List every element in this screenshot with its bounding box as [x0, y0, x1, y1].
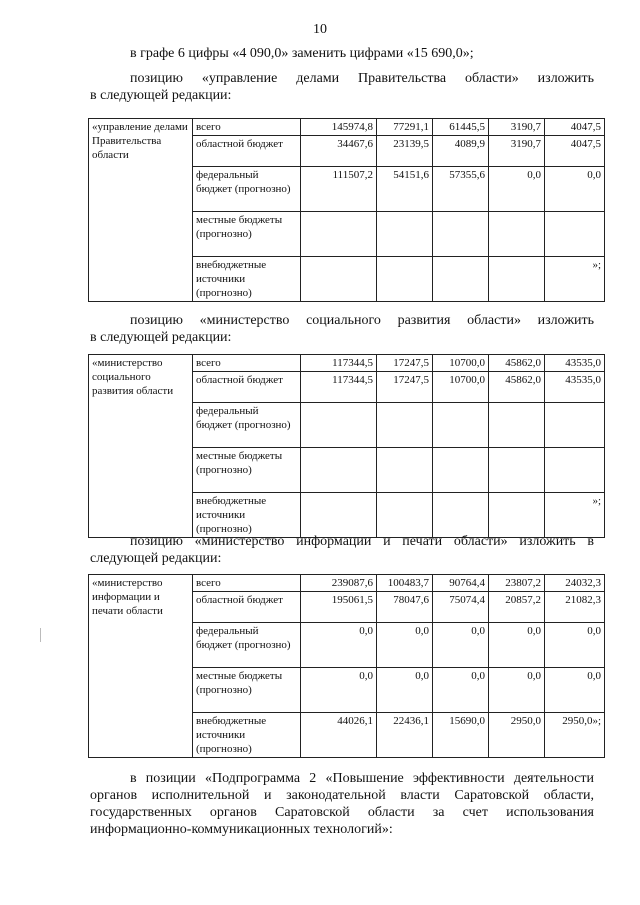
amount-cell: 15690,0: [433, 713, 489, 758]
amount-cell: 4047,5: [545, 136, 605, 167]
amount-cell: 0,0: [301, 623, 377, 668]
amount-cell: 78047,6: [377, 592, 433, 623]
amount-cell: 54151,6: [377, 167, 433, 212]
funding-source-cell: областной бюджет: [193, 372, 301, 403]
amount-cell: »;: [545, 257, 605, 302]
amount-cell: 3190,7: [489, 136, 545, 167]
paragraph-subprogram: [90, 770, 594, 838]
paragraph-social-line-2: в следующей редакции:: [90, 330, 232, 345]
intro-line-2b: в следующей редакции:: [90, 88, 232, 103]
amount-cell: 75074,4: [433, 592, 489, 623]
budget-table-administration: [88, 118, 605, 302]
funding-source-cell: федеральный бюджет (прогнозно): [193, 167, 301, 212]
paragraph-subprogram-line-1: в позиции «Подпрограмма 2 «Повышение эффективности деятельности: [130, 771, 594, 786]
amount-cell: [433, 493, 489, 538]
amount-cell: 43535,0: [545, 372, 605, 403]
amount-cell: 195061,5: [301, 592, 377, 623]
amount-cell: [301, 212, 377, 257]
amount-cell: 4047,5: [545, 119, 605, 136]
amount-cell: 0,0: [433, 668, 489, 713]
amount-cell: 45862,0: [489, 372, 545, 403]
organization-cell: «управление делами Правительства области: [89, 119, 193, 302]
page-number: 10: [313, 22, 327, 37]
amount-cell: 0,0: [489, 623, 545, 668]
amount-cell: [489, 448, 545, 493]
table-row: [89, 355, 605, 372]
scan-mark: [40, 628, 41, 642]
amount-cell: [489, 493, 545, 538]
amount-cell: 239087,6: [301, 575, 377, 592]
paragraph-subprogram-line-3: государственных органов Саратовской области за счет использования: [90, 805, 594, 820]
amount-cell: [377, 448, 433, 493]
paragraph-information-line-2: следующей редакции:: [90, 551, 222, 566]
funding-source-cell: всего: [193, 355, 301, 372]
amount-cell: 0,0: [377, 668, 433, 713]
intro-paragraph: [90, 45, 594, 104]
funding-source-cell: областной бюджет: [193, 136, 301, 167]
amount-cell: [433, 212, 489, 257]
amount-cell: [545, 448, 605, 493]
amount-cell: 0,0: [545, 668, 605, 713]
amount-cell: 10700,0: [433, 355, 489, 372]
amount-cell: 0,0: [301, 668, 377, 713]
amount-cell: 34467,6: [301, 136, 377, 167]
amount-cell: 24032,3: [545, 575, 605, 592]
amount-cell: 23139,5: [377, 136, 433, 167]
funding-source-cell: местные бюджеты (прогнозно): [193, 212, 301, 257]
amount-cell: 3190,7: [489, 119, 545, 136]
amount-cell: 0,0: [377, 623, 433, 668]
amount-cell: [545, 212, 605, 257]
paragraph-subprogram-line-2: органов исполнительной и законодательной власти Саратовской области,: [90, 788, 594, 803]
amount-cell: 100483,7: [377, 575, 433, 592]
amount-cell: [377, 257, 433, 302]
amount-cell: 21082,3: [545, 592, 605, 623]
funding-source-cell: местные бюджеты (прогнозно): [193, 668, 301, 713]
intro-line-1: в графе 6 цифры «4 090,0» заменить цифрами «15 690,0»;: [130, 46, 474, 61]
amount-cell: 0,0: [489, 668, 545, 713]
amount-cell: 61445,5: [433, 119, 489, 136]
funding-source-cell: внебюджетные источники (прогнозно): [193, 257, 301, 302]
amount-cell: 90764,4: [433, 575, 489, 592]
amount-cell: 0,0: [545, 623, 605, 668]
amount-cell: [377, 212, 433, 257]
paragraph-social-line-1: позицию «министерство социального развития области» изложить: [130, 313, 594, 328]
amount-cell: 145974,8: [301, 119, 377, 136]
paragraph-information-line-1: позицию «министерство информации и печати области» изложить в: [130, 534, 594, 549]
organization-cell: «министерство информации и печати области: [89, 575, 193, 758]
budget-table-information: [88, 574, 605, 758]
table-row: [89, 119, 605, 136]
amount-cell: »;: [545, 493, 605, 538]
amount-cell: 17247,5: [377, 372, 433, 403]
amount-cell: 0,0: [489, 167, 545, 212]
amount-cell: 4089,9: [433, 136, 489, 167]
amount-cell: [433, 448, 489, 493]
amount-cell: 23807,2: [489, 575, 545, 592]
amount-cell: 0,0: [545, 167, 605, 212]
funding-source-cell: всего: [193, 575, 301, 592]
budget-table-social: [88, 354, 605, 538]
amount-cell: [301, 257, 377, 302]
amount-cell: [489, 212, 545, 257]
intro-line-2a: позицию «управление делами Правительства области» изложить: [130, 71, 594, 86]
amount-cell: 17247,5: [377, 355, 433, 372]
amount-cell: [433, 257, 489, 302]
amount-cell: [489, 403, 545, 448]
amount-cell: 10700,0: [433, 372, 489, 403]
funding-source-cell: всего: [193, 119, 301, 136]
amount-cell: 57355,6: [433, 167, 489, 212]
amount-cell: [377, 403, 433, 448]
funding-source-cell: федеральный бюджет (прогнозно): [193, 623, 301, 668]
amount-cell: 117344,5: [301, 355, 377, 372]
paragraph-social: [90, 312, 594, 346]
amount-cell: [489, 257, 545, 302]
funding-source-cell: внебюджетные источники (прогнозно): [193, 493, 301, 538]
amount-cell: 117344,5: [301, 372, 377, 403]
amount-cell: 22436,1: [377, 713, 433, 758]
amount-cell: 45862,0: [489, 355, 545, 372]
amount-cell: 77291,1: [377, 119, 433, 136]
amount-cell: [301, 448, 377, 493]
table-row: [89, 575, 605, 592]
amount-cell: 20857,2: [489, 592, 545, 623]
funding-source-cell: внебюджетные источники (прогнозно): [193, 713, 301, 758]
amount-cell: [301, 403, 377, 448]
amount-cell: [433, 403, 489, 448]
paragraph-subprogram-line-4: информационно-коммуникационных технологий»:: [90, 822, 393, 837]
amount-cell: 0,0: [433, 623, 489, 668]
amount-cell: 43535,0: [545, 355, 605, 372]
funding-source-cell: федеральный бюджет (прогнозно): [193, 403, 301, 448]
funding-source-cell: местные бюджеты (прогнозно): [193, 448, 301, 493]
amount-cell: [545, 403, 605, 448]
amount-cell: [301, 493, 377, 538]
amount-cell: 44026,1: [301, 713, 377, 758]
amount-cell: 2950,0»;: [545, 713, 605, 758]
organization-cell: «министерство социального развития области: [89, 355, 193, 538]
amount-cell: 111507,2: [301, 167, 377, 212]
funding-source-cell: областной бюджет: [193, 592, 301, 623]
amount-cell: 2950,0: [489, 713, 545, 758]
paragraph-information: [90, 533, 594, 567]
amount-cell: [377, 493, 433, 538]
